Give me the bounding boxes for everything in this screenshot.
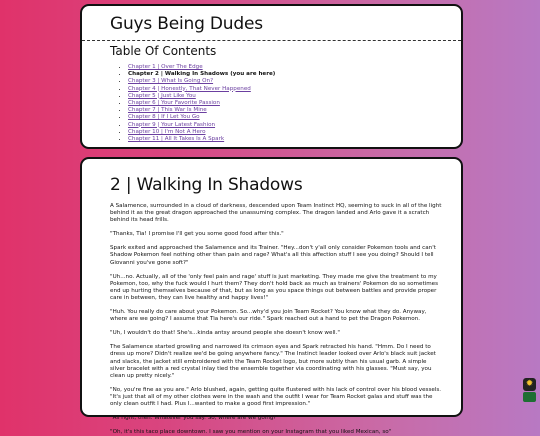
toc-item[interactable] [128,129,461,136]
toc-chapter-link[interactable]: Chapter 11 | All It Takes Is A Spark [128,136,225,143]
chapter-paragraph: Spark exited and approached the Salamence and its Trainer. "Hey...don't y'all only consider Pokemon tools and can't Shadow Pokemon feel nothing other than pain and rage? What's all this affection stuff I see you doing? Should I tell Giovanni you've gone soft?" [110,245,436,266]
chapter-body [82,203,461,436]
chapter-paragraph: "Huh. You really do care about your Pokemon. So...why'd you join Team Rocket? You know what they do. Anyway, where are we going? I assume that Tia here's our ride." Spark reached out a hand to pet the Dragon Pokemon. [110,309,427,323]
site-title: Guys Being Dudes [110,14,263,34]
toc-item[interactable] [128,86,461,93]
chapter-paragraph: "Oh, it's this taco place downtown. I saw you mention on your Instagram that you liked Mexican, so" [110,429,392,436]
toc-chapter-link[interactable]: Chapter 6 | Your Favorite Passion [128,100,220,107]
theme-toggle-button[interactable] [523,378,536,391]
chapter-paragraph: "Thanks, Tia! I promise I'll get you some good food after this." [110,231,284,238]
toc-list [82,64,461,143]
toc-item[interactable] [128,64,461,71]
chapter-paragraph: The Salamence started growling and narrowed its crimson eyes and Spark retracted his hand. "Hmm. Do I need to dress up more? Didn't realize we'd be going anywhere fancy." The Instinct leader looked over Arlo's black suit jacket and slacks, the jacket still embroidered with the Team Rocket logo, but more subtly than his usual garb. A simple silver bracelet with a red crystal inlay tied the ensemble together via coordinating with his glasses. "Must say, you clean up pretty nicely." [110,344,436,379]
toc-heading: Table Of Contents [110,44,217,58]
toc-item[interactable] [128,136,461,143]
chapter-paragraph: "All right, then. Whatever you say. So, where are we going?" [110,415,279,422]
toc-item[interactable] [128,122,461,129]
chapter-title: 2 | Walking In Shadows [110,175,303,195]
toc-chapter-link[interactable]: Chapter 3 | What Is Going On? [128,78,214,85]
toc-chapter-link[interactable]: Chapter 4 | Honestly, That Never Happened [128,85,251,92]
chapter-paragraph: "Uh, I wouldn't do that! She's...kinda antsy around people she doesn't know well." [110,330,340,337]
chapter-paragraph: "Uh...no. Actually, all of the 'only feel pain and rage' stuff is just marketing. They made me give the treatment to my Pokemon, too, why the fuck would I hurt them? They don't hold back as much as trainers' Pokemon do so sometimes end up hurting themselves because of that, but as long as you space things out between battles and provide proper care in between, they can live healthy and happy lives!" [110,273,438,301]
toc-item[interactable] [128,114,461,121]
chapter-paragraph: A Salamence, surrounded in a cloud of darkness, descended upon Team Instinct HQ, seeming to suck in all of the light behind it as the great dragon approached the unassuming complex. The dragon landed and Arlo gave it a scratch behind its head frills. [110,203,442,224]
sun-icon: ✹ [525,379,534,389]
toc-item [128,71,461,78]
toc-item[interactable] [128,93,461,100]
toc-chapter-link[interactable]: Chapter 8 | If I Let You Go [128,114,200,121]
toc-item[interactable] [128,100,461,107]
toc-chapter-link[interactable]: Chapter 9 | Your Latest Fashion [128,121,216,128]
chapter-paragraph: "No, you're fine as you are." Arlo blushed, again, getting quite flustered with his lack of control over his blood vessels. "It's just that all of my other clothes were in the wash and the outfit I wear for Team Rocket galas and stuff was the only clean outfit I had. Plus I...wanted to make a good first impression." [110,386,442,407]
toc-item-current-label: Chapter 2 | Walking In Shadows (you are here) [128,71,276,78]
scrollbar[interactable] [523,392,536,402]
toc-panel [80,4,463,149]
toc-chapter-link[interactable]: Chapter 5 | Just Like You [128,92,196,99]
toc-item[interactable] [128,78,461,85]
divider [82,40,461,41]
toc-chapter-link[interactable]: Chapter 1 | Over The Edge [128,64,203,70]
toc-item[interactable] [128,107,461,114]
chapter-panel [80,157,463,436]
toc-chapter-link[interactable]: Chapter 7 | This War Is Mine [128,107,207,114]
toc-chapter-link[interactable]: Chapter 10 | I'm Not A Hero [128,128,206,135]
